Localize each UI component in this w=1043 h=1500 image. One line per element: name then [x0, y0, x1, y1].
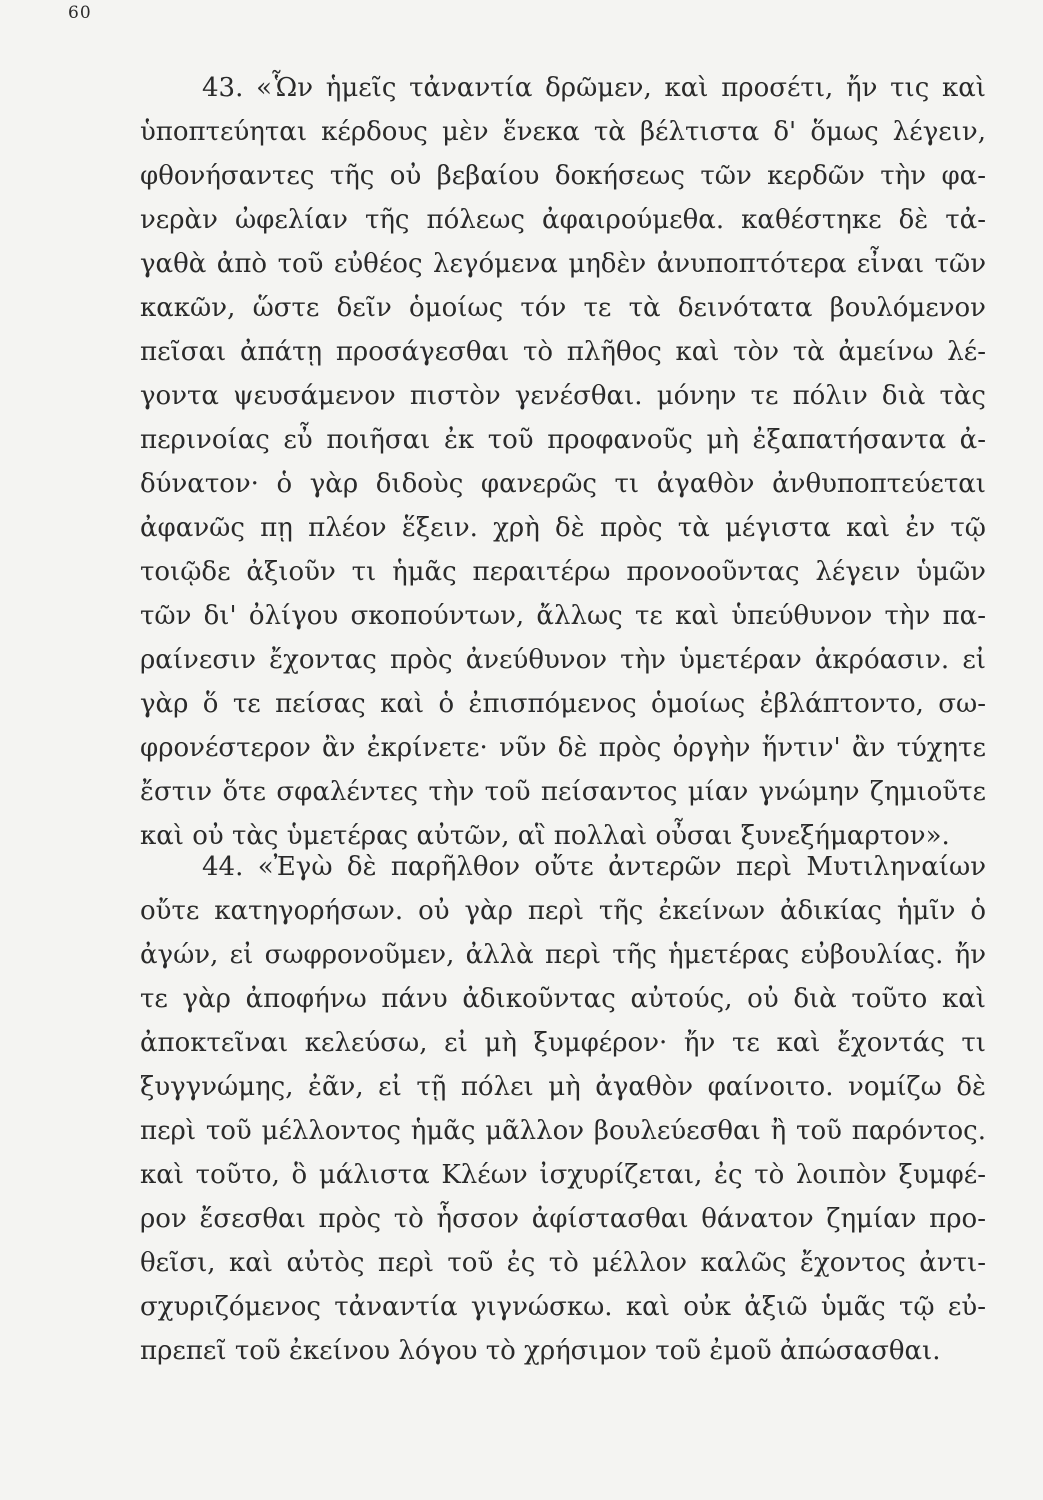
text-line: γαθὰ ἀπὸ τοῦ εὐθέος λεγόμενα μηδὲν ἀνυποπτότερα εἶναι τῶν — [140, 249, 986, 279]
text-line: καὶ οὐ τὰς ὑμετέρας αὐτῶν, αἳ πολλαὶ οὖσαι ξυνεξήμαρτον». — [140, 821, 950, 851]
text-line: νερὰν ὠφελίαν τῆς πόλεως ἀφαιρούμεθα. καθέστηκε δὲ τἀ- — [140, 205, 986, 235]
text-line: γὰρ ὅ τε πείσας καὶ ὁ ἐπισπόμενος ὁμοίως ἐβλάπτοντο, σω- — [140, 689, 986, 719]
text-line: δύνατον· ὁ γὰρ διδοὺς φανερῶς τι ἀγαθὸν ἀνθυποπτεύεται — [140, 469, 986, 499]
text-line: οὔτε κατηγορήσων. οὐ γὰρ περὶ τῆς ἐκείνων ἀδικίας ἡμῖν ὁ — [140, 896, 986, 926]
text-line: τῶν δι' ὀλίγου σκοπούντων, ἄλλως τε καὶ ὑπεύθυνον τὴν πα- — [140, 601, 986, 631]
text-line: ἀποκτεῖναι κελεύσω, εἰ μὴ ξυμφέρον· ἤν τε καὶ ἔχοντάς τι — [140, 1028, 986, 1058]
text-line: ραίνεσιν ἔχοντας πρὸς ἀνεύθυνον τὴν ὑμετέραν ἀκρόασιν. εἰ — [140, 645, 986, 675]
text-line: πεῖσαι ἀπάτῃ προσάγεσθαι τὸ πλῆθος καὶ τὸν τὰ ἀμείνω λέ- — [140, 337, 986, 367]
text-line: περὶ τοῦ μέλλοντος ἡμᾶς μᾶλλον βουλεύεσθαι ἢ τοῦ παρόντος. — [140, 1116, 986, 1146]
text-line: ξυγγνώμης, ἐᾶν, εἰ τῇ πόλει μὴ ἀγαθὸν φαίνοιτο. νομίζω δὲ — [140, 1072, 986, 1102]
text-line: ἀφανῶς πῃ πλέον ἕξειν. χρὴ δὲ πρὸς τὰ μέγιστα καὶ ἐν τῷ — [140, 513, 986, 543]
text-line: ἀγών, εἰ σωφρονοῦμεν, ἀλλὰ περὶ τῆς ἡμετέρας εὐβουλίας. ἤν — [140, 940, 986, 970]
text-line: τοιῷδε ἀξιοῦν τι ἡμᾶς περαιτέρω προνοοῦντας λέγειν ὑμῶν — [140, 557, 986, 587]
text-line: ρον ἔσεσθαι πρὸς τὸ ἧσσον ἀφίστασθαι θάνατον ζημίαν προ- — [140, 1204, 986, 1234]
text-line: πρεπεῖ τοῦ ἐκείνου λόγου τὸ χρήσιμον τοῦ ἐμοῦ ἀπώσασθαι. — [140, 1336, 941, 1366]
text-line: 43. «Ὧν ἡμεῖς τἀναντία δρῶμεν, καὶ προσέτι, ἤν τις καὶ — [202, 73, 986, 103]
text-line: κακῶν, ὥστε δεῖν ὁμοίως τόν τε τὰ δεινότατα βουλόμενον — [140, 293, 986, 323]
text-line: περινοίας εὖ ποιῆσαι ἐκ τοῦ προφανοῦς μὴ ἐξαπατήσαντα ἀ- — [140, 425, 986, 455]
text-line: γοντα ψευσάμενον πιστὸν γενέσθαι. μόνην τε πόλιν διὰ τὰς — [140, 381, 986, 411]
text-line: ὑποπτεύηται κέρδους μὲν ἕνεκα τὰ βέλτιστα δ' ὅμως λέγειν, — [140, 117, 986, 147]
paragraph-44 — [140, 845, 986, 1373]
text-line: 44. «Ἐγὼ δὲ παρῆλθον οὔτε ἀντερῶν περὶ Μυτιληναίων — [202, 852, 986, 882]
text-line: φρονέστερον ἂν ἐκρίνετε· νῦν δὲ πρὸς ὀργὴν ἥντιν' ἂν τύχητε — [140, 733, 986, 763]
paragraph-43 — [140, 66, 986, 858]
text-line: φθονήσαντες τῆς οὐ βεβαίου δοκήσεως τῶν κερδῶν τὴν φα- — [140, 161, 986, 191]
page-number: 60 — [68, 3, 92, 23]
text-line: σχυριζόμενος τἀναντία γιγνώσκω. καὶ οὐκ ἀξιῶ ὑμᾶς τῷ εὐ- — [140, 1292, 986, 1322]
text-line: τε γὰρ ἀποφήνω πάνυ ἀδικοῦντας αὐτούς, οὐ διὰ τοῦτο καὶ — [140, 984, 986, 1014]
text-line: ἔστιν ὅτε σφαλέντες τὴν τοῦ πείσαντος μίαν γνώμην ζημιοῦτε — [140, 777, 986, 807]
text-line: καὶ τοῦτο, ὃ μάλιστα Κλέων ἰσχυρίζεται, ἐς τὸ λοιπὸν ξυμφέ- — [140, 1160, 986, 1190]
text-line: θεῖσι, καὶ αὐτὸς περὶ τοῦ ἐς τὸ μέλλον καλῶς ἔχοντος ἀντι- — [140, 1248, 986, 1278]
